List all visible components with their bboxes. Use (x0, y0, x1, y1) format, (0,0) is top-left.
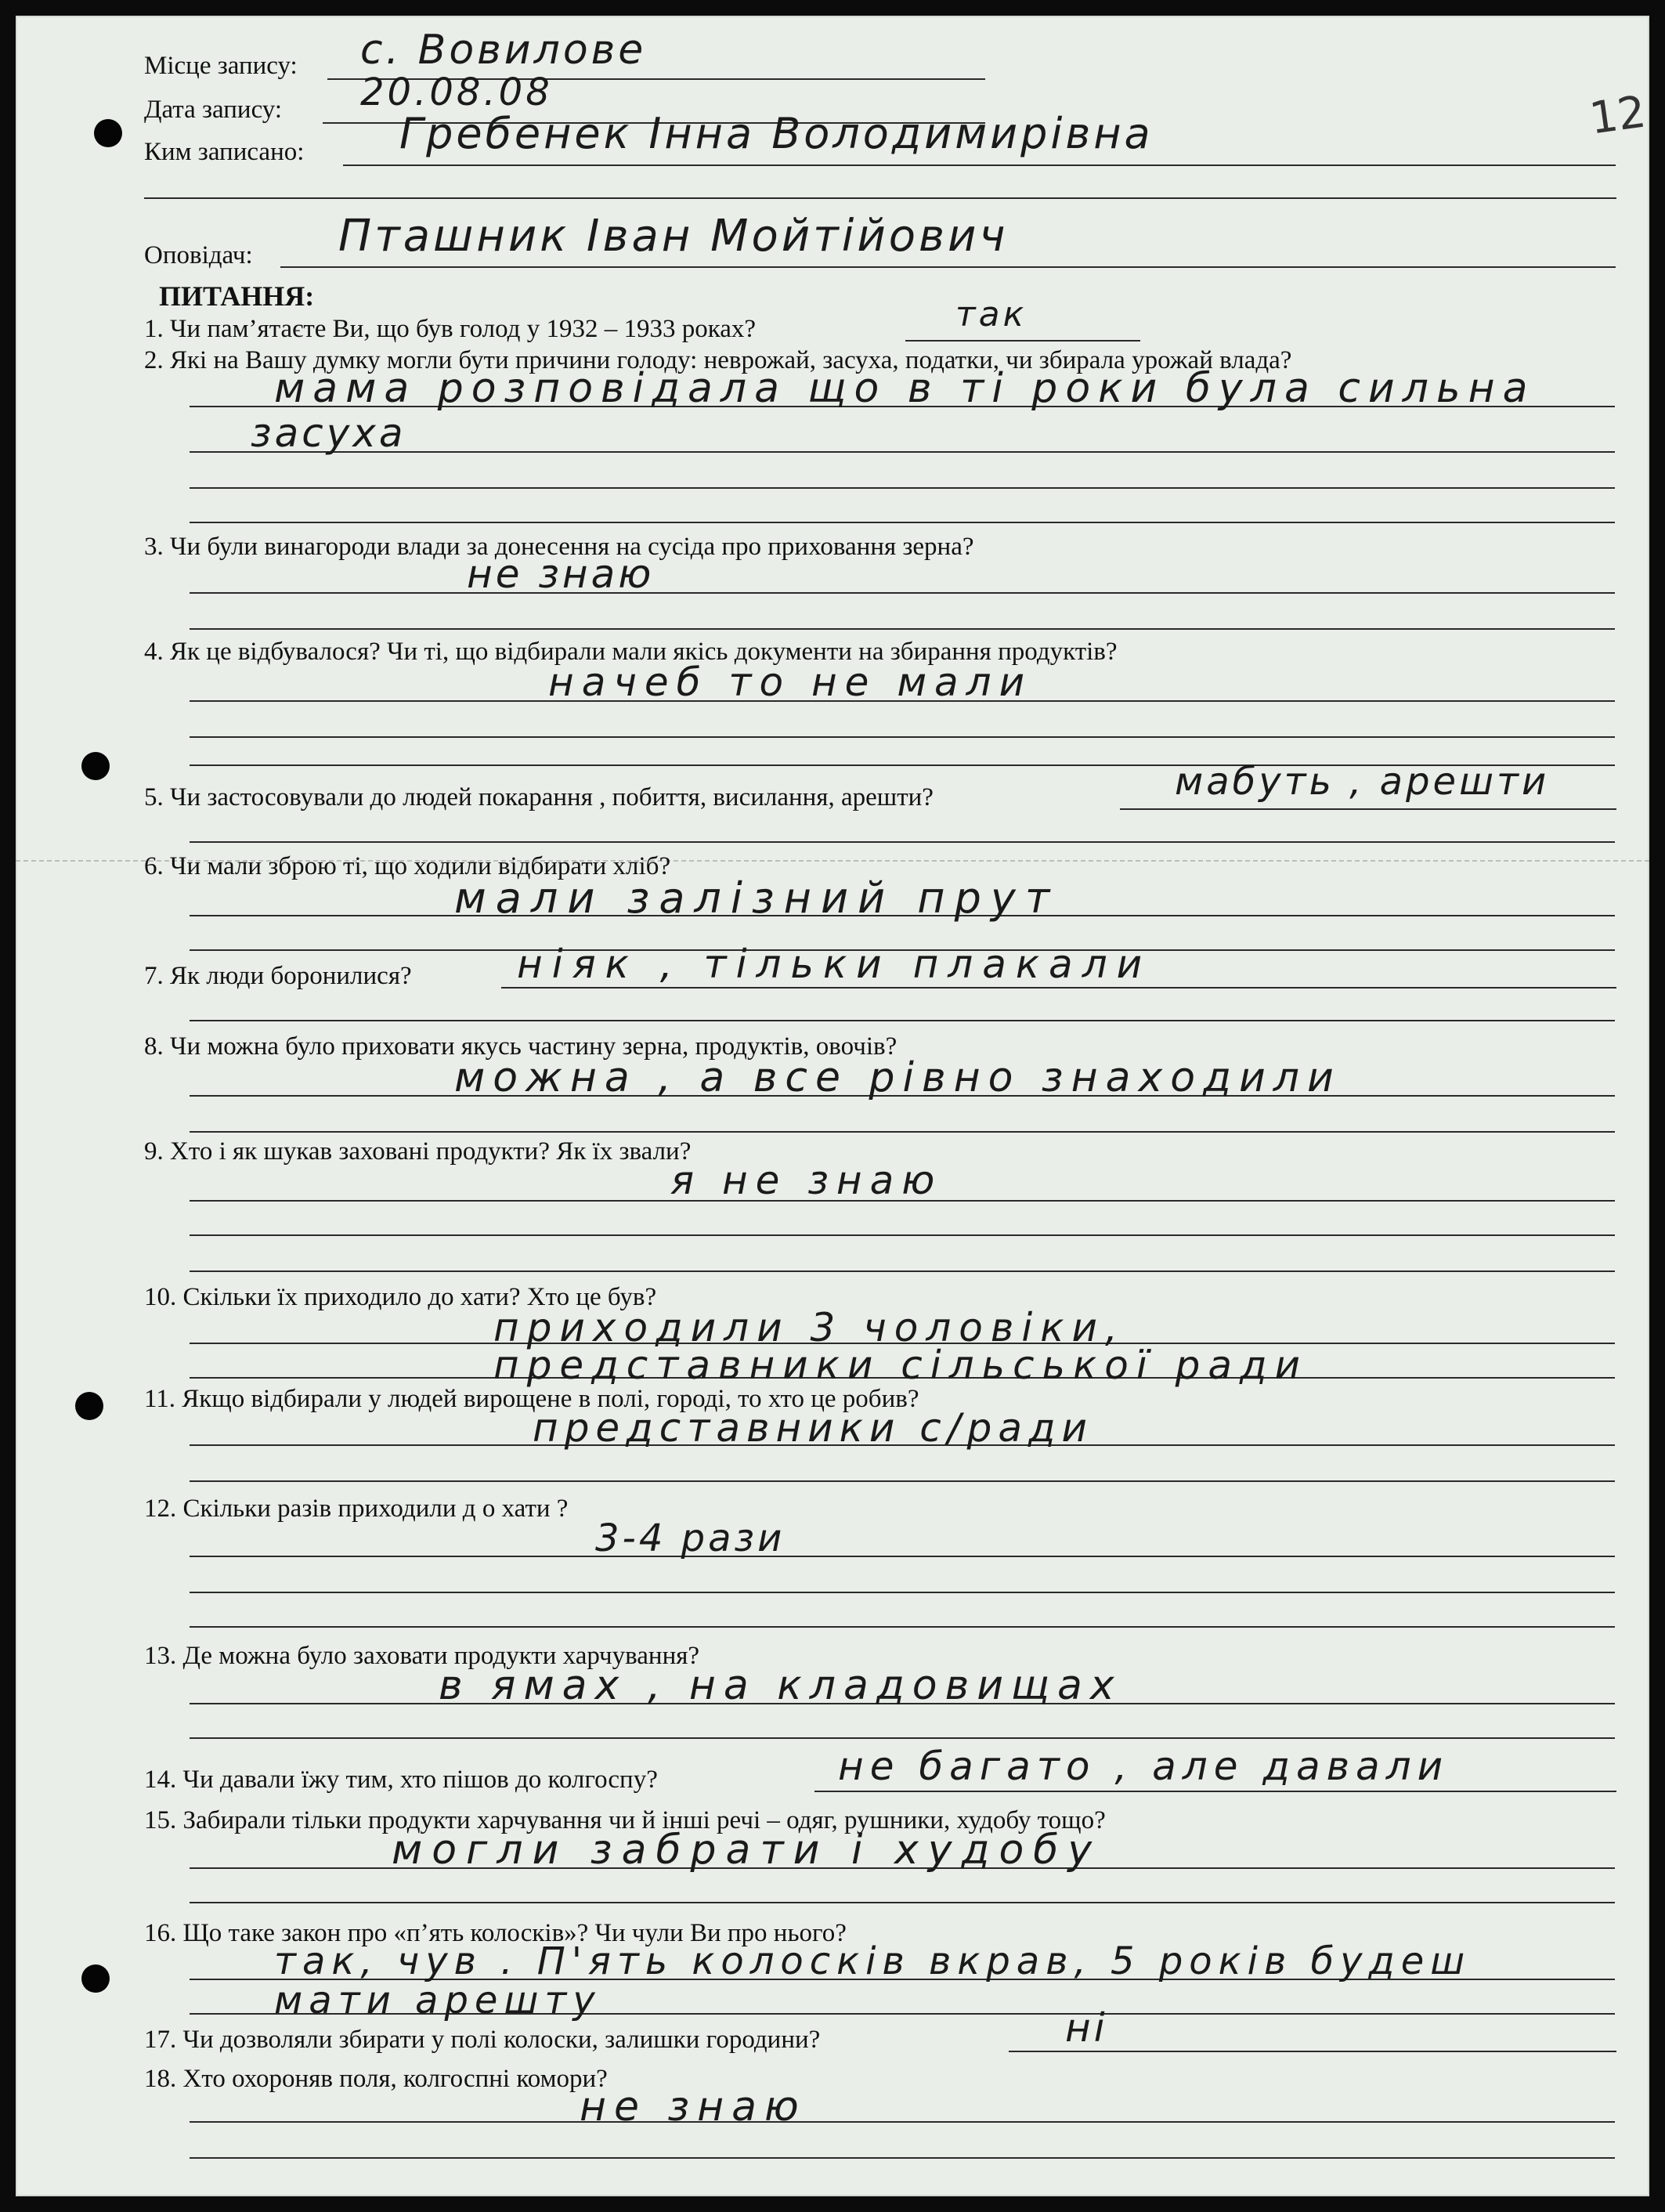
answer-line (501, 987, 1616, 989)
narrator-line (280, 266, 1616, 268)
answer-line (814, 1791, 1616, 1792)
question-text: 8. Чи можна було приховати якусь частину зерна, продуктів, овочів? (144, 1032, 898, 1061)
question-text: 3. Чи були винагороди влади за донесення на сусіда про приховання зерна? (144, 533, 974, 561)
answer-text: могли забрати і худобу (392, 1827, 1102, 1874)
answer-line (905, 340, 1140, 342)
answer-line (190, 1131, 1615, 1133)
punch-hole (75, 1392, 103, 1420)
answer-text: представники с/ради (533, 1405, 1094, 1451)
answer-line (190, 1556, 1615, 1557)
answer-line (190, 2157, 1615, 2159)
question-text: 17. Чи дозволяли збирати у полі колоски, залишки городини? (144, 2026, 821, 2054)
answer-line (190, 1480, 1615, 1482)
answer-text: мати арешту (274, 1979, 601, 2022)
answer-line (190, 1626, 1615, 1628)
question-text: 13. Де можна було заховати продукти харчування? (144, 1642, 700, 1670)
answer-text: не знаю (467, 551, 655, 597)
answer-text: так (955, 295, 1028, 334)
answer-line (190, 1020, 1615, 1021)
answer-line (190, 736, 1615, 738)
question-text: 10. Скільки їх приходило до хати? Хто це був? (144, 1283, 657, 1311)
answer-line (190, 522, 1615, 523)
answer-line (190, 1737, 1615, 1739)
questionnaire-sheet (16, 16, 1649, 2196)
question-text: 18. Хто охороняв поля, колгоспні комори? (144, 2065, 608, 2093)
punch-hole (81, 1964, 110, 1993)
question-text: 5. Чи застосовували до людей покарання , побиття, висилання, арешти? (144, 783, 934, 811)
answer-text: мали залізний прут (454, 873, 1060, 923)
question-text: 4. Як це відбувалося? Чи ті, що відбирали мали якісь документи на збирання продуктів? (144, 638, 1118, 666)
answer-text: так, чув . П'ять колосків вкрав, 5 років будеш (274, 1939, 1472, 1983)
answer-text: приходили 3 чоловіки, (493, 1305, 1125, 1350)
answer-text: ніяк , тільки плакали (517, 942, 1152, 987)
answer-line (1120, 808, 1616, 810)
answer-text: засуха (251, 410, 406, 456)
answer-text: можна , а все рівно знаходили (454, 1054, 1342, 1101)
answer-line (190, 487, 1615, 489)
date-label: Дата запису: (144, 96, 283, 124)
questions-header: ПИТАННЯ: (159, 280, 315, 312)
question-text: 7. Як люди боронилися? (144, 962, 412, 990)
answer-text: мама розповідала що в ті роки була сильна (274, 365, 1536, 412)
answer-text: представники сільської ради (493, 1343, 1309, 1388)
answer-line (190, 1592, 1615, 1593)
question-text: 16. Що таке закон про «п’ять колосків»? Чи чули Ви про нього? (144, 1919, 847, 1947)
answer-text: 3-4 рази (595, 1516, 786, 1560)
punch-hole (81, 752, 110, 780)
answer-text: в ямах , на кладовищах (439, 1662, 1122, 1709)
recorder-value: Гребенек Інна Володимирівна (399, 109, 1154, 158)
answer-line (190, 841, 1615, 843)
question-text: 11. Якщо відбирали у людей вирощене в полі, городі, то хто це робив? (144, 1385, 919, 1413)
answer-line (1009, 2051, 1616, 2052)
date-value: 20.08.08 (360, 70, 553, 114)
recorder-line (343, 164, 1616, 166)
question-text: 9. Хто і як шукав заховані продукти? Як їх звали? (144, 1137, 692, 1166)
recorder-label: Ким записано: (144, 138, 305, 166)
answer-text: мабуть , арешти (1175, 760, 1550, 804)
blank-line (144, 197, 1616, 199)
answer-line (190, 628, 1615, 630)
answer-text: не багато , але давали (838, 1744, 1450, 1789)
answer-line (190, 1270, 1615, 1272)
answer-text: начеб то не мали (548, 660, 1033, 705)
answer-text: ні (1065, 2005, 1108, 2051)
page-number: 12 (1586, 86, 1649, 145)
punch-hole (94, 119, 122, 147)
answer-line (190, 2121, 1615, 2123)
narrator-label: Оповідач: (144, 241, 253, 269)
answer-line (190, 592, 1615, 594)
place-value: с. Вовилове (360, 27, 647, 74)
question-text: 15. Забирали тільки продукти харчування чи й інші речі – одяг, рушники, худобу тощо? (144, 1806, 1106, 1834)
answer-line (190, 1234, 1615, 1236)
narrator-value: Пташник Іван Мойтійович (338, 211, 1009, 262)
place-label: Місце запису: (144, 52, 298, 80)
question-text: 12. Скільки разів приходили д о хати ? (144, 1495, 569, 1523)
answer-line (190, 1902, 1615, 1903)
question-text: 14. Чи давали їжу тим, хто пішов до колгоспу? (144, 1766, 658, 1794)
question-text: 6. Чи мали зброю ті, що ходили відбирати хліб? (144, 852, 671, 880)
question-text: 1. Чи пам’ятаєте Ви, що був голод у 1932 – 1933 роках? (144, 315, 757, 343)
answer-text: не знаю (580, 2084, 807, 2131)
question-text: 2. Які на Вашу думку могли бути причини голоду: неврожай, засуха, податки, чи збирала урожай влада? (144, 346, 1292, 374)
answer-text: я не знаю (670, 1158, 943, 1203)
